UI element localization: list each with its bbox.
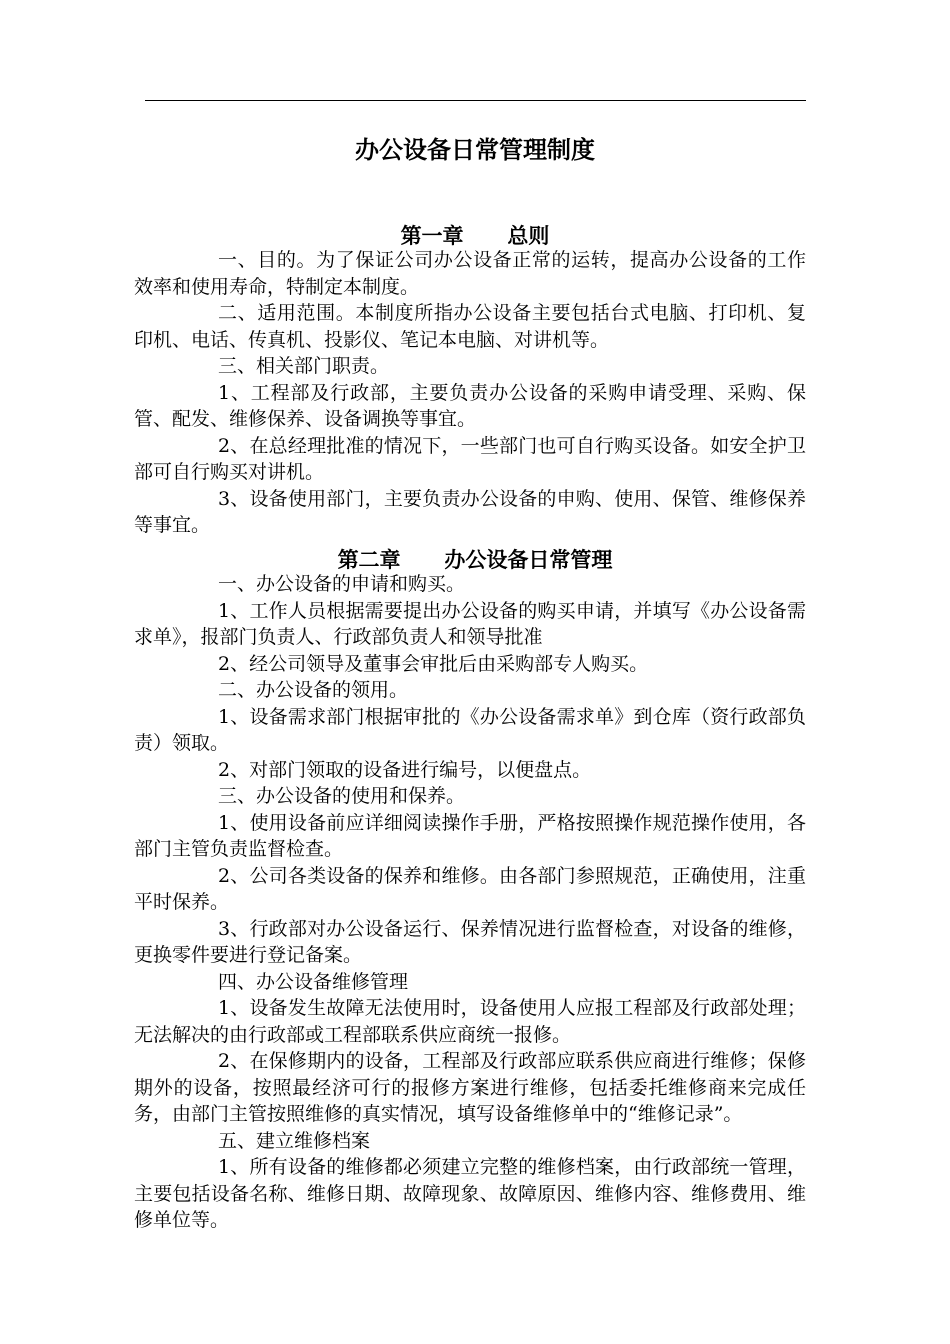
paragraph: 2、对部门领取的设备进行编号，以便盘点。 bbox=[218, 758, 592, 781]
paragraph: 三、办公设备的使用和保养。 bbox=[218, 785, 466, 807]
paragraph: 一、办公设备的申请和购买。 bbox=[218, 573, 466, 595]
paragraph: 1、使用设备前应详细阅读操作手册，严格按照操作规范操作使用，各部门主管负责监督检查。 bbox=[134, 811, 806, 860]
chapter-1-heading: 第一章 总则 bbox=[400, 223, 550, 248]
paragraph: 3、设备使用部门，主要负责办公设备的申购、使用、保管、维修保养等事宜。 bbox=[134, 487, 806, 536]
header-rule bbox=[145, 100, 806, 101]
paragraph: 2、在保修期内的设备，工程部及行政部应联系供应商进行维修；保修期外的设备，按照最经济可行的报修方案进行维修，包括委托维修商来完成任务，由部门主管按照维修的真实情况，填写设备维修单中的“维修记录”。 bbox=[134, 1050, 806, 1125]
chapter-1-body bbox=[134, 247, 806, 539]
paragraph: 1、设备需求部门根据审批的《办公设备需求单》到仓库（资行政部负责）领取。 bbox=[134, 705, 806, 754]
paragraph: 1、工作人员根据需要提出办公设备的购买申请，并填写《办公设备需求单》，报部门负责人、行政部负责人和领导批准 bbox=[134, 599, 806, 648]
paragraph: 1、所有设备的维修都必须建立完整的维修档案，由行政部统一管理，主要包括设备名称、维修日期、故障现象、故障原因、维修内容、维修费用、维修单位等。 bbox=[134, 1156, 806, 1231]
paragraph: 一、目的。为了保证公司办公设备正常的运转，提高办公设备的工作效率和使用寿命，特制定本制度。 bbox=[134, 249, 806, 298]
chapter-2-body bbox=[134, 571, 806, 1234]
paragraph: 1、设备发生故障无法使用时，设备使用人应报工程部及行政部处理；无法解决的由行政部或工程部联系供应商统一报修。 bbox=[134, 997, 806, 1046]
paragraph: 2、公司各类设备的保养和维修。由各部门参照规范，正确使用，注重平时保养。 bbox=[134, 864, 806, 913]
paragraph: 四、办公设备维修管理 bbox=[218, 970, 409, 993]
paragraph: 二、办公设备的领用。 bbox=[218, 679, 409, 701]
document-title: 办公设备日常管理制度 bbox=[355, 135, 595, 164]
paragraph: 三、相关部门职责。 bbox=[218, 355, 390, 377]
chapter-2-heading: 第二章 办公设备日常管理 bbox=[337, 547, 613, 572]
paragraph: 3、行政部对办公设备运行、保养情况进行监督检查，对设备的维修，更换零件要进行登记备案。 bbox=[134, 917, 806, 966]
paragraph: 2、经公司领导及董事会审批后由采购部专人购买。 bbox=[218, 652, 649, 675]
paragraph: 五、建立维修档案 bbox=[218, 1129, 371, 1152]
paragraph: 二、适用范围。本制度所指办公设备主要包括台式电脑、打印机、复印机、电话、传真机、投影仪、笔记本电脑、对讲机等。 bbox=[134, 302, 806, 351]
paragraph: 1、工程部及行政部，主要负责办公设备的采购申请受理、采购、保管、配发、维修保养、设备调换等事宜。 bbox=[134, 381, 806, 430]
paragraph: 2、在总经理批准的情况下，一些部门也可自行购买设备。如安全护卫部可自行购买对讲机。 bbox=[134, 434, 806, 483]
